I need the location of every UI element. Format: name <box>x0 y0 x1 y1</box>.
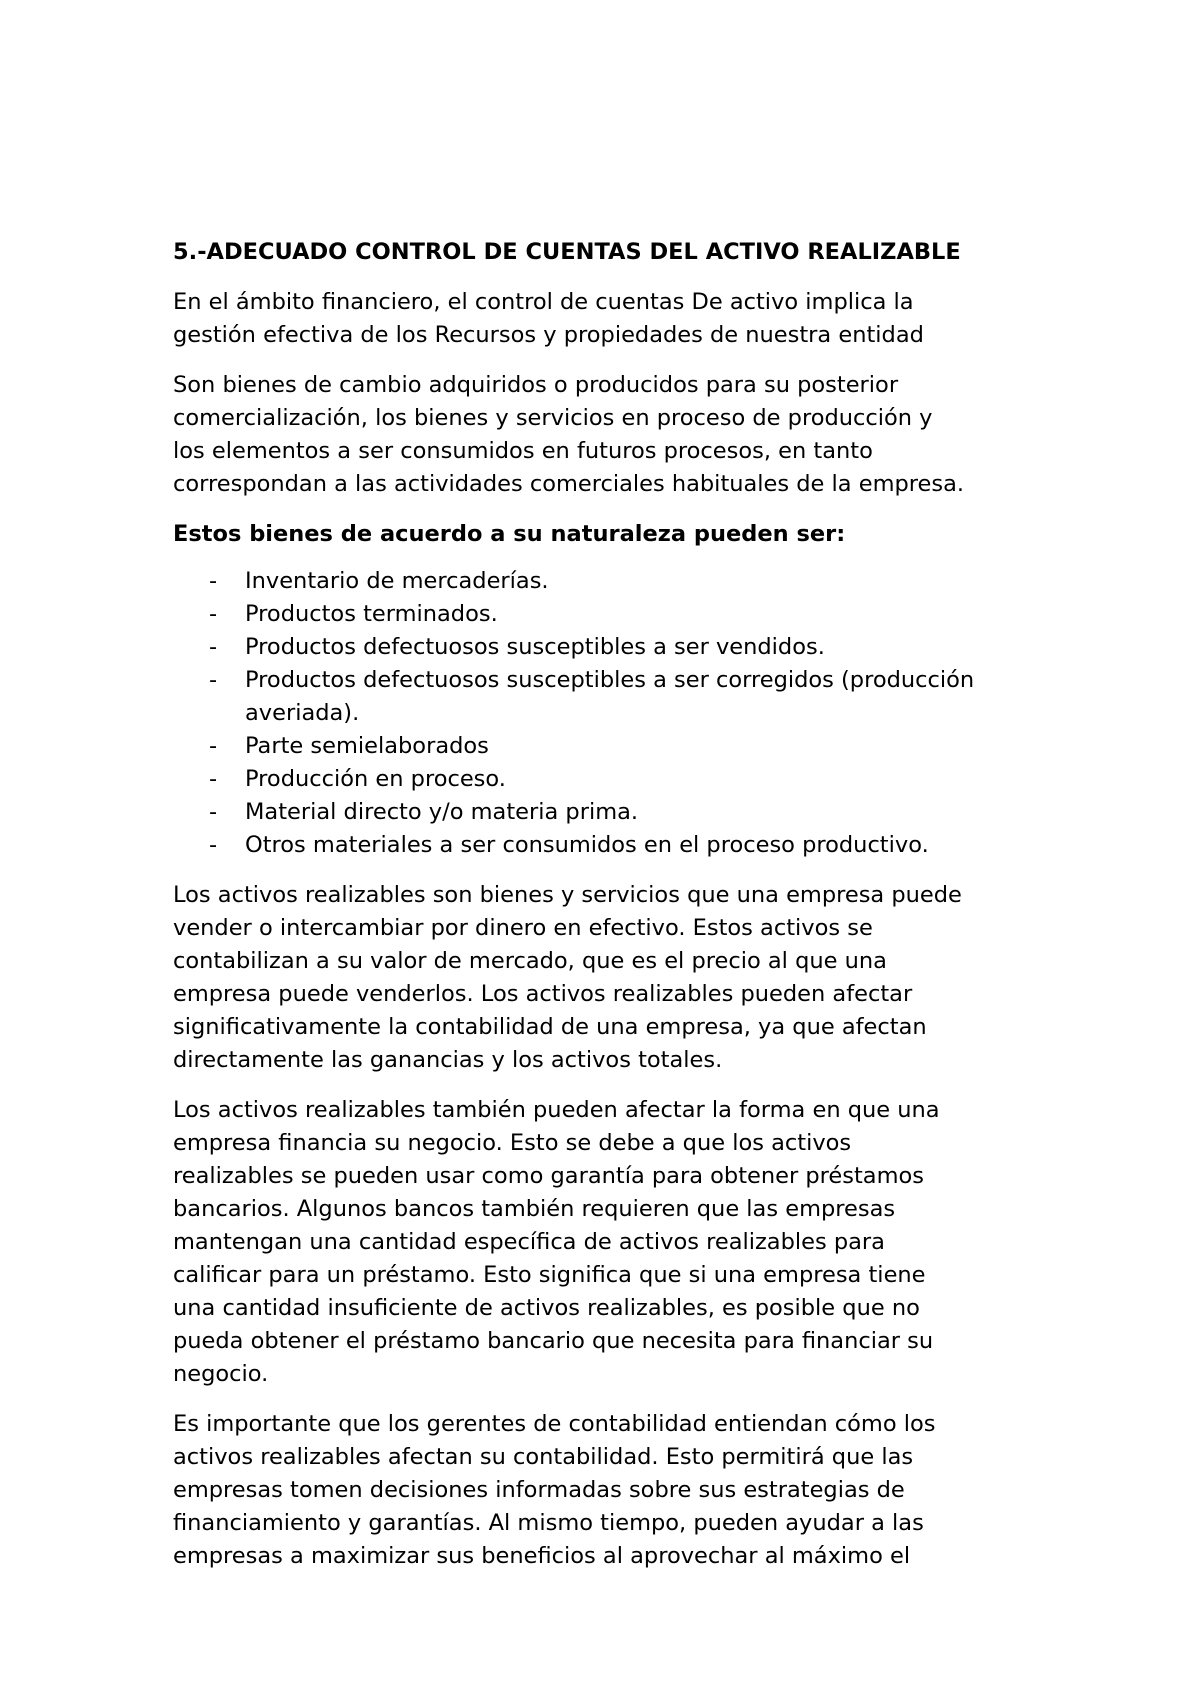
list-item-text: Otros materiales a ser consumidos en el proceso productivo. <box>245 832 929 858</box>
list-dash: - <box>209 634 218 660</box>
list-title: Estos bienes de acuerdo a su naturaleza pueden ser: <box>173 521 846 547</box>
intro-paragraph: En el ámbito financiero, el control de cuentas De activo implica la gestión efectiva de los Recursos y propiedades de nuestra entidad <box>173 289 924 348</box>
list-dash: - <box>209 832 218 858</box>
definition-paragraph: Son bienes de cambio adquiridos o producidos para su posterior comercialización, los bienes y servicios en proceso de producción y los elementos a ser consumidos en futuros procesos, en tanto correspondan a las actividades comerciales habituales de la empresa. <box>173 372 965 497</box>
list-item <box>173 763 1053 796</box>
list-item <box>173 631 1053 664</box>
list-item <box>173 796 1053 829</box>
body-paragraph-1: Los activos realizables son bienes y servicios que una empresa puede vender o intercambiar por dinero en efectivo. Estos activos se contabilizan a su valor de mercado, que es el precio al que una empresa puede venderlos. Los activos realizables pueden afectar significativamente la contabilidad de una empresa, ya que afectan directamente las ganancias y los activos totales. <box>173 882 962 1073</box>
goods-list <box>173 565 1053 862</box>
list-dash: - <box>209 799 218 825</box>
list-item <box>173 598 1053 631</box>
list-item-text: Productos defectuosos susceptibles a ser corregidos (producción averiada). <box>245 667 975 726</box>
list-item-text: Productos terminados. <box>245 601 498 627</box>
list-dash: - <box>209 568 218 594</box>
body-paragraph-3: Es importante que los gerentes de contabilidad entiendan cómo los activos realizables afectan su contabilidad. Esto permitirá que las empresas tomen decisiones informadas sobre sus estrategias de financiamiento y garantías. Al mismo tiempo, pueden ayudar a las empresas a maximizar sus beneficios al aprovechar al máximo el <box>173 1411 936 1569</box>
list-item <box>173 565 1053 598</box>
list-item <box>173 829 1053 862</box>
list-item-text: Producción en proceso. <box>245 766 506 792</box>
list-item-text: Inventario de mercaderías. <box>245 568 549 594</box>
list-item <box>173 730 1053 763</box>
list-dash: - <box>209 766 218 792</box>
list-dash: - <box>209 733 218 759</box>
list-dash: - <box>209 667 218 693</box>
document-body <box>173 236 1053 1590</box>
list-item-text: Material directo y/o materia prima. <box>245 799 639 825</box>
list-item <box>173 664 1053 730</box>
section-heading: 5.-ADECUADO CONTROL DE CUENTAS DEL ACTIVO REALIZABLE <box>173 239 961 265</box>
list-dash: - <box>209 601 218 627</box>
list-item-text: Productos defectuosos susceptibles a ser vendidos. <box>245 634 825 660</box>
list-item-text: Parte semielaborados <box>245 733 489 759</box>
body-paragraph-2: Los activos realizables también pueden afectar la forma en que una empresa financia su negocio. Esto se debe a que los activos realizables se pueden usar como garantía para obtener préstamos bancarios. Algunos bancos también requieren que las empresas mantengan una cantidad específica de activos realizables para calificar para un préstamo. Esto significa que si una empresa tiene una cantidad insuficiente de activos realizables, es posible que no pueda obtener el préstamo bancario que necesita para financiar su negocio. <box>173 1097 940 1387</box>
